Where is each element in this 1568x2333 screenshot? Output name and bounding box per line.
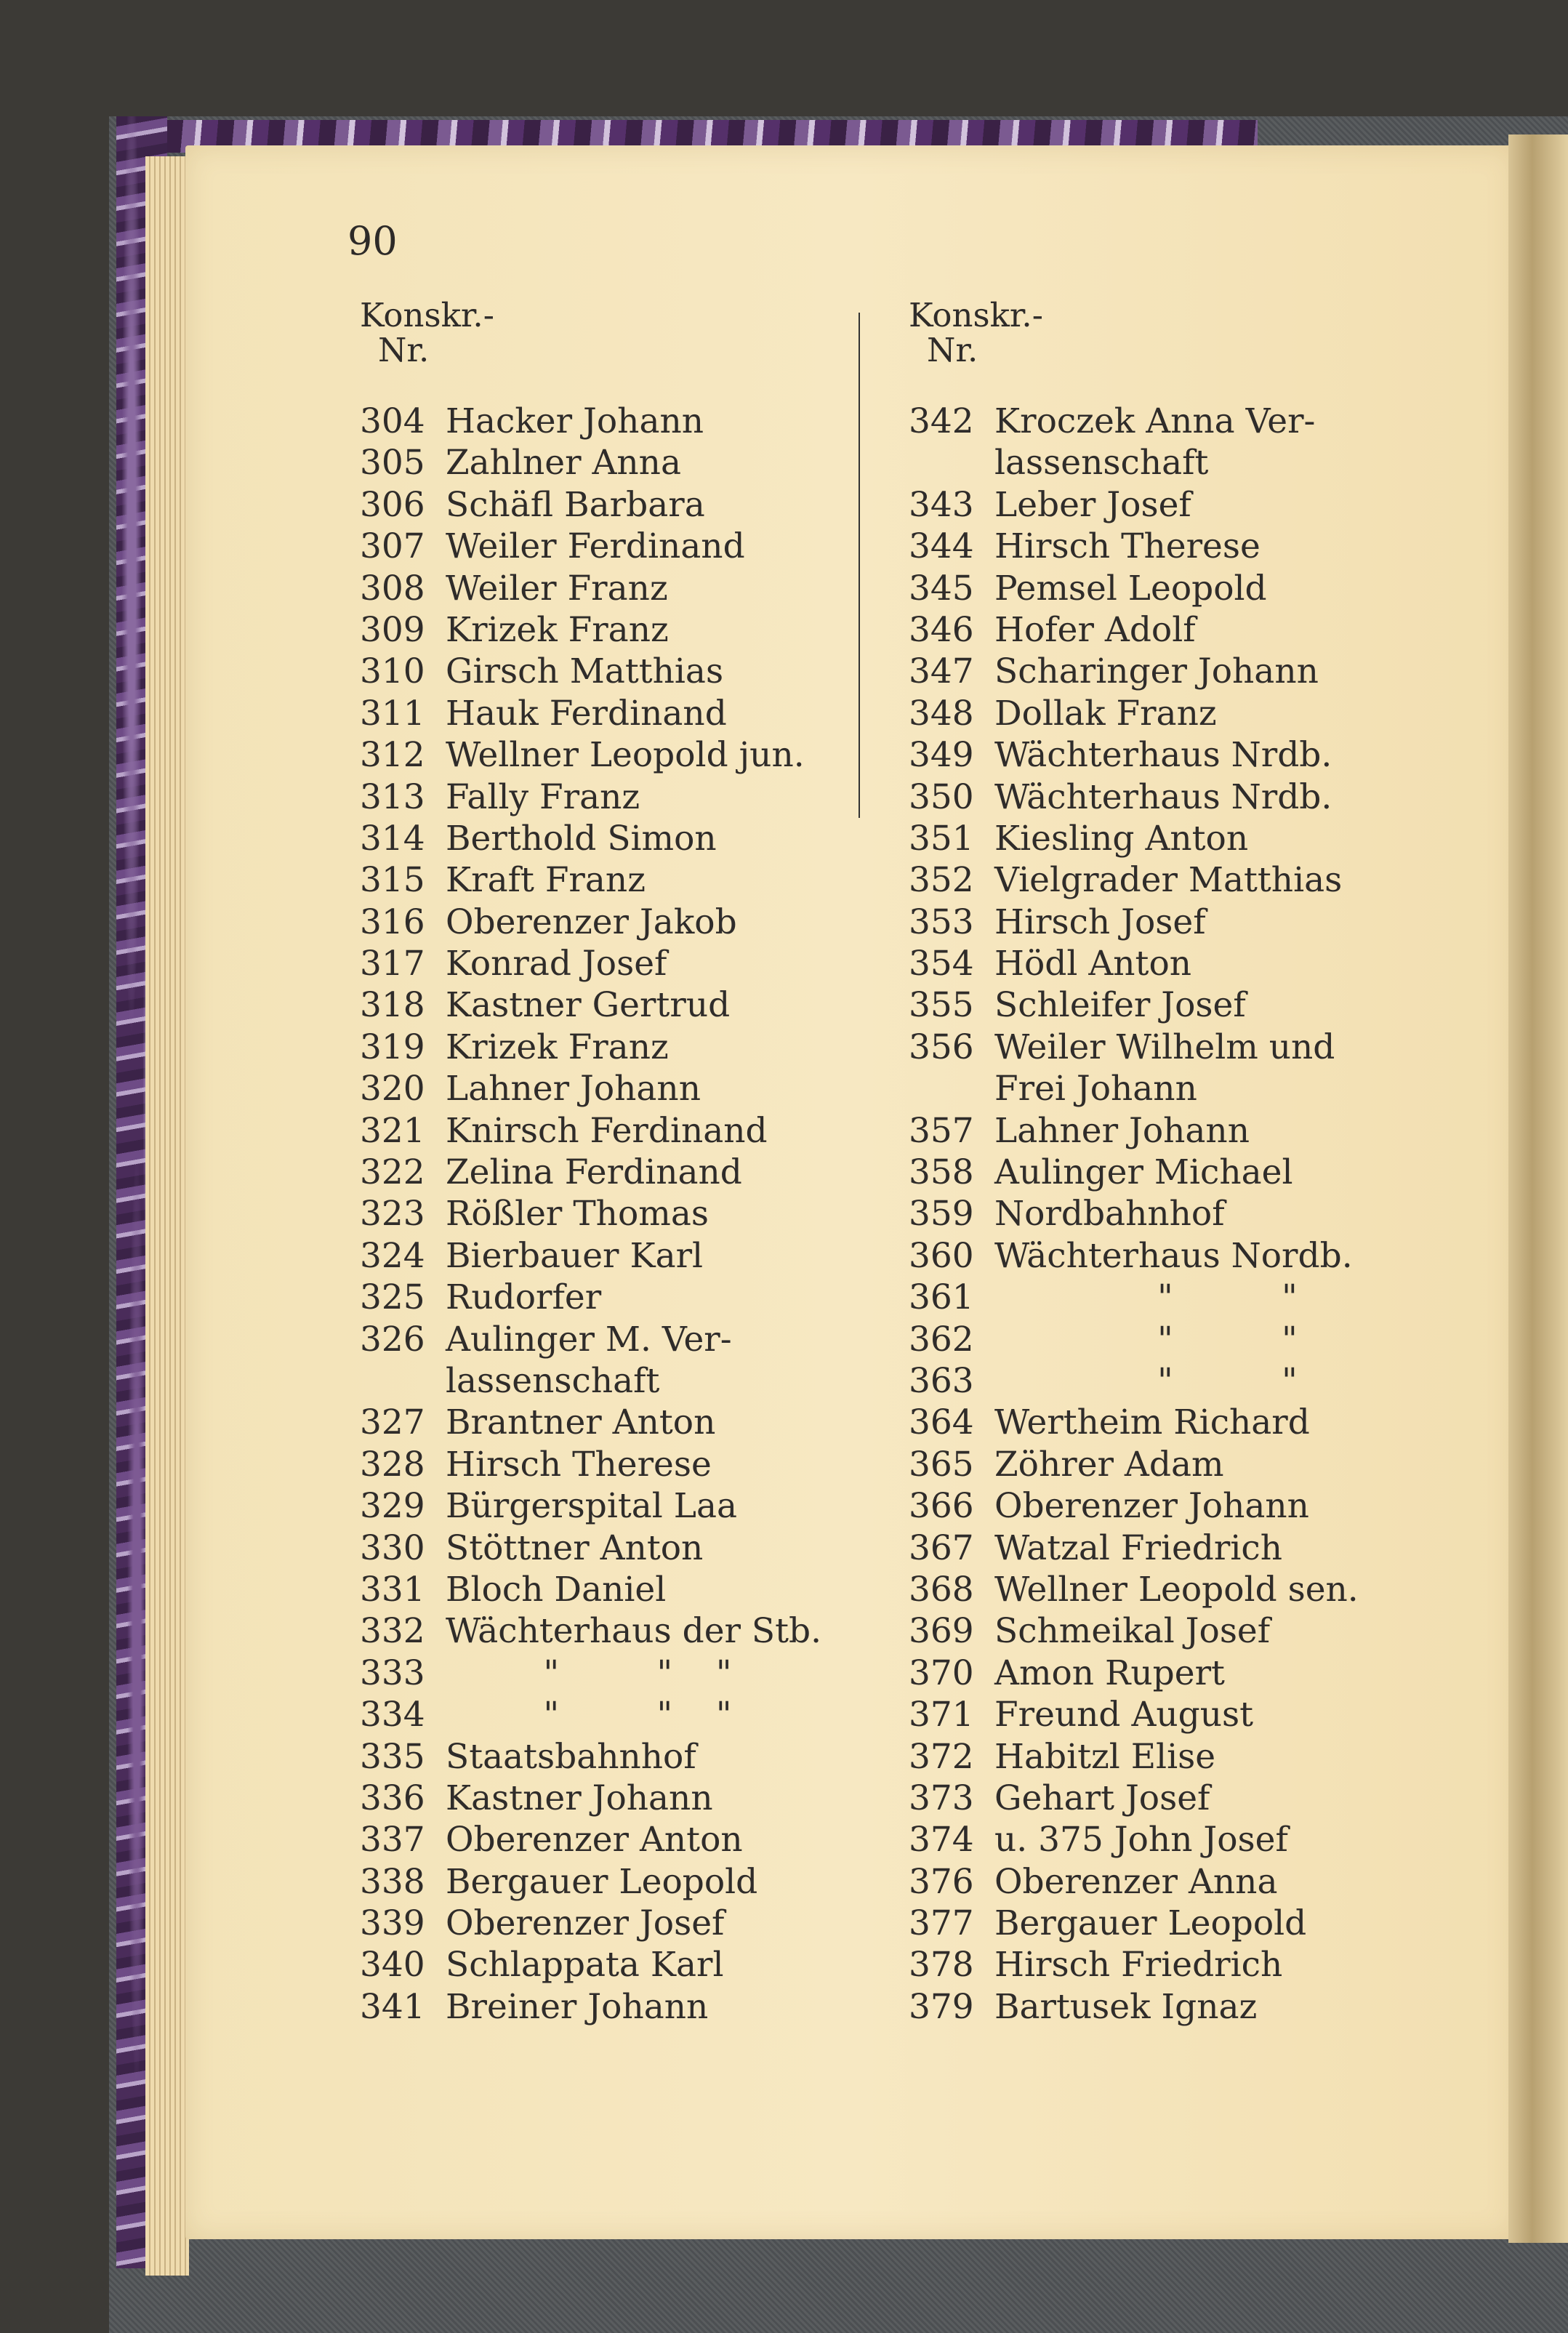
entry-name: Weiler Franz — [446, 568, 668, 609]
entry-name: Hödl Anton — [994, 944, 1192, 984]
entry-number: 367 — [909, 1527, 974, 1568]
list-item — [360, 1068, 821, 1109]
entry-name: Hofer Adolf — [994, 609, 1196, 650]
entry-number: 314 — [360, 818, 425, 859]
list-item — [909, 1277, 1359, 1318]
list-item — [909, 1068, 1359, 1109]
entry-number: 376 — [909, 1861, 974, 1902]
entry-number: 345 — [909, 568, 974, 609]
entry-name: lassenschaft — [994, 443, 1209, 483]
entry-number: 351 — [909, 818, 974, 859]
entry-name: Kiesling Anton — [994, 818, 1249, 859]
list-item — [909, 609, 1359, 651]
entry-number: 378 — [909, 1945, 974, 1985]
list-item — [360, 1027, 821, 1068]
entry-name: Hauk Ferdinand — [446, 693, 727, 734]
list-item — [360, 1819, 821, 1860]
entry-name: Bergauer Leopold — [446, 1861, 758, 1902]
entry-number: 341 — [360, 1986, 425, 2027]
entry-number: 357 — [909, 1110, 974, 1151]
entry-number: 352 — [909, 860, 974, 901]
entry-name: Staatsbahnhof — [446, 1736, 696, 1777]
entry-number: 329 — [360, 1486, 425, 1527]
entry-number: 373 — [909, 1778, 974, 1818]
list-item — [909, 984, 1359, 1026]
list-item — [909, 1694, 1359, 1735]
entry-name: Kastner Johann — [446, 1778, 713, 1818]
entry-name: Fally Franz — [446, 776, 640, 817]
list-item — [360, 1694, 821, 1735]
list-item — [360, 1193, 821, 1234]
list-item — [360, 484, 821, 526]
entry-number: 311 — [360, 693, 425, 734]
list-item — [360, 902, 821, 943]
entry-number: 337 — [360, 1820, 425, 1860]
entry-number: 316 — [360, 902, 425, 942]
entry-number: 372 — [909, 1736, 974, 1777]
entry-name: Wertheim Richard — [994, 1402, 1310, 1443]
entry-name: u. 375 John Josef — [994, 1820, 1288, 1860]
entry-number: 326 — [360, 1319, 425, 1360]
entry-name: Girsch Matthias — [446, 651, 724, 692]
entry-name: Wellner Leopold jun. — [446, 735, 805, 776]
entry-number: 313 — [360, 776, 425, 817]
list-item — [909, 484, 1359, 526]
entry-number: 368 — [909, 1569, 974, 1610]
list-item — [909, 1360, 1359, 1402]
list-item — [360, 1152, 821, 1193]
entry-name: Breiner Johann — [446, 1986, 709, 2027]
entry-number: 369 — [909, 1611, 974, 1652]
entry-number: 322 — [360, 1152, 425, 1193]
entry-name: Kraft Franz — [446, 860, 646, 901]
entry-number: 371 — [909, 1695, 974, 1735]
list-item — [360, 526, 821, 567]
entry-number: 334 — [360, 1695, 425, 1735]
entry-name: Dollak Franz — [994, 693, 1217, 734]
list-item — [909, 776, 1359, 818]
entry-name: Brantner Anton — [446, 1402, 716, 1443]
page-number: 90 — [347, 218, 398, 264]
list-item — [360, 1277, 821, 1318]
list-item — [360, 984, 821, 1026]
entry-number: 370 — [909, 1653, 974, 1693]
entry-name: Krizek Franz — [446, 609, 669, 650]
entry-name: Bierbauer Karl — [446, 1235, 704, 1276]
list-item — [909, 651, 1359, 692]
entry-name: Oberenzer Johann — [994, 1486, 1309, 1527]
entry-name: lassenschaft — [446, 1360, 660, 1401]
entry-name: Habitzl Elise — [994, 1736, 1216, 1777]
entry-number: 354 — [909, 944, 974, 984]
entry-number: 360 — [909, 1235, 974, 1276]
list-item — [909, 1319, 1359, 1360]
entry-number: 328 — [360, 1444, 425, 1485]
entry-name: Pemsel Leopold — [994, 568, 1267, 609]
entry-number: 321 — [360, 1110, 425, 1151]
column-divider — [859, 313, 860, 818]
entry-name: " " — [994, 1277, 1298, 1318]
entry-name: Knirsch Ferdinand — [446, 1110, 768, 1151]
entry-name: Wächterhaus der Stb. — [446, 1611, 822, 1652]
entry-name: Weiler Ferdinand — [446, 526, 745, 567]
entry-number: 366 — [909, 1486, 974, 1527]
entry-number: 342 — [909, 401, 974, 441]
entry-name: Bergauer Leopold — [994, 1903, 1307, 1944]
list-item — [909, 1610, 1359, 1652]
entry-name: Kastner Gertrud — [446, 985, 731, 1026]
list-item — [360, 734, 821, 776]
entry-number: 318 — [360, 985, 425, 1026]
entry-name: Aulinger Michael — [994, 1152, 1293, 1193]
entry-name: Oberenzer Anton — [446, 1820, 743, 1860]
column-header-konskr: Konskr.- — [909, 296, 1043, 334]
entry-name: Wellner Leopold sen. — [994, 1569, 1359, 1610]
entry-name: Nordbahnhof — [994, 1194, 1225, 1234]
entry-number: 374 — [909, 1820, 974, 1860]
entry-name: Lahner Johann — [446, 1069, 701, 1109]
list-item — [360, 1610, 821, 1652]
list-item — [909, 1569, 1359, 1610]
entry-number: 310 — [360, 651, 425, 692]
entry-name: Schleifer Josef — [994, 985, 1246, 1026]
list-item — [360, 568, 821, 609]
list-item — [909, 1986, 1359, 2028]
entry-number: 332 — [360, 1611, 425, 1652]
list-item — [360, 1986, 821, 2028]
list-item — [360, 1569, 821, 1610]
entry-name: Leber Josef — [994, 484, 1191, 525]
list-item — [909, 1903, 1359, 1944]
entry-name: Schlappata Karl — [446, 1945, 724, 1985]
list-item — [909, 902, 1359, 943]
list-item — [360, 1861, 821, 1903]
entry-number: 348 — [909, 693, 974, 734]
entry-name: " " " — [446, 1695, 732, 1735]
list-item — [909, 1819, 1359, 1860]
entry-name: Vielgrader Matthias — [994, 860, 1343, 901]
entry-name: " " — [994, 1360, 1298, 1401]
entry-number: 305 — [360, 443, 425, 483]
entry-name: Weiler Wilhelm und — [994, 1027, 1335, 1067]
list-item — [909, 568, 1359, 609]
entry-number: 346 — [909, 609, 974, 650]
list-item — [909, 859, 1359, 901]
list-item — [360, 693, 821, 734]
entry-name: Kroczek Anna Ver- — [994, 401, 1316, 441]
entry-number: 336 — [360, 1778, 425, 1818]
column-header-konskr: Konskr.- — [360, 296, 494, 334]
entry-name: Hirsch Therese — [994, 526, 1261, 567]
list-item — [360, 1527, 821, 1569]
list-item — [360, 776, 821, 818]
entry-name: Rudorfer — [446, 1277, 602, 1318]
entry-number: 317 — [360, 944, 425, 984]
list-item — [909, 1527, 1359, 1569]
entry-number: 358 — [909, 1152, 974, 1193]
left-column — [360, 298, 821, 2028]
entry-number: 327 — [360, 1402, 425, 1443]
entry-number — [909, 1068, 994, 1109]
entry-number: 364 — [909, 1402, 974, 1443]
entry-number: 350 — [909, 776, 974, 817]
entry-number: 307 — [360, 526, 425, 567]
entry-name: " " " — [446, 1653, 732, 1693]
list-item — [909, 1402, 1359, 1443]
entry-name: Hacker Johann — [446, 401, 704, 441]
entry-number: 331 — [360, 1569, 425, 1610]
entry-number — [909, 442, 994, 483]
entry-number: 355 — [909, 985, 974, 1026]
entry-number: 325 — [360, 1277, 425, 1318]
entry-name: Wächterhaus Nrdb. — [994, 776, 1332, 817]
book-gutter — [1508, 134, 1568, 2243]
list-item — [360, 859, 821, 901]
entry-number: 379 — [909, 1986, 974, 2027]
entry-name: Oberenzer Anna — [994, 1861, 1278, 1902]
list-item — [360, 1653, 821, 1694]
entry-name: Krizek Franz — [446, 1027, 669, 1067]
entry-name: Konrad Josef — [446, 944, 667, 984]
entry-number — [360, 1360, 446, 1402]
list-item — [909, 1444, 1359, 1485]
entry-name: Zahlner Anna — [446, 443, 681, 483]
list-item — [909, 818, 1359, 859]
entry-number: 335 — [360, 1736, 425, 1777]
entry-name: Wächterhaus Nrdb. — [994, 735, 1332, 776]
right-entry-list — [909, 401, 1359, 2028]
list-item — [909, 1736, 1359, 1778]
list-item — [909, 1778, 1359, 1819]
entry-number: 320 — [360, 1069, 425, 1109]
list-item — [360, 943, 821, 984]
list-item — [360, 1944, 821, 1985]
entry-number: 338 — [360, 1861, 425, 1902]
entry-number: 309 — [360, 609, 425, 650]
entry-name: Freund August — [994, 1695, 1254, 1735]
list-item — [909, 1235, 1359, 1277]
entry-name: Watzal Friedrich — [994, 1527, 1282, 1568]
entry-number: 356 — [909, 1027, 974, 1067]
entry-name: Hirsch Friedrich — [994, 1945, 1283, 1985]
list-item — [360, 401, 821, 442]
entry-name: Hirsch Josef — [994, 902, 1206, 942]
entry-name: Bartusek Ignaz — [994, 1986, 1258, 2027]
entry-name: Oberenzer Josef — [446, 1903, 725, 1944]
entry-number: 330 — [360, 1527, 425, 1568]
entry-number: 343 — [909, 484, 974, 525]
entry-name: Bürgerspital Laa — [446, 1486, 738, 1527]
list-item — [909, 1152, 1359, 1193]
list-item — [360, 1444, 821, 1485]
entry-number: 323 — [360, 1194, 425, 1234]
list-item — [360, 1903, 821, 1944]
entry-number: 344 — [909, 526, 974, 567]
left-entry-list — [360, 401, 821, 2028]
list-item — [360, 1360, 821, 1402]
entry-number: 347 — [909, 651, 974, 692]
entry-number: 362 — [909, 1319, 974, 1360]
entry-name: Amon Rupert — [994, 1653, 1225, 1693]
entry-name: Oberenzer Jakob — [446, 902, 737, 942]
entry-name: Lahner Johann — [994, 1110, 1250, 1151]
list-item — [909, 734, 1359, 776]
entry-number: 363 — [909, 1360, 974, 1401]
entry-number: 365 — [909, 1444, 974, 1485]
entry-number: 377 — [909, 1903, 974, 1944]
entry-number: 306 — [360, 484, 425, 525]
column-header-nr: Nr. — [927, 331, 978, 369]
list-item — [360, 609, 821, 651]
entry-number: 324 — [360, 1235, 425, 1276]
list-item — [909, 401, 1359, 442]
list-item — [909, 1653, 1359, 1694]
list-item — [360, 1319, 821, 1360]
list-item — [360, 1778, 821, 1819]
entry-name: Schmeikal Josef — [994, 1611, 1271, 1652]
entry-number: 312 — [360, 735, 425, 776]
entry-name: Wächterhaus Nordb. — [994, 1235, 1353, 1276]
list-item — [909, 1027, 1359, 1068]
entry-name: " " — [994, 1319, 1298, 1360]
list-item — [909, 1193, 1359, 1234]
list-item — [360, 1485, 821, 1527]
list-item — [909, 693, 1359, 734]
entry-name: Zelina Ferdinand — [446, 1152, 742, 1193]
list-item — [360, 1402, 821, 1443]
entry-name: Rößler Thomas — [446, 1194, 709, 1234]
entry-name: Bloch Daniel — [446, 1569, 667, 1610]
entry-name: Scharinger Johann — [994, 651, 1319, 692]
list-item — [360, 1110, 821, 1152]
list-item — [360, 651, 821, 692]
entry-name: Frei Johann — [994, 1069, 1197, 1109]
entry-name: Zöhrer Adam — [994, 1444, 1224, 1485]
list-item — [360, 1736, 821, 1778]
column-header-nr: Nr. — [378, 331, 430, 369]
page-edges — [145, 156, 189, 2276]
entry-number: 359 — [909, 1194, 974, 1234]
list-item — [360, 1235, 821, 1277]
list-item — [909, 1944, 1359, 1985]
entry-name: Gehart Josef — [994, 1778, 1210, 1818]
list-item — [909, 442, 1359, 483]
entry-number: 315 — [360, 860, 425, 901]
entry-number: 304 — [360, 401, 425, 441]
list-item — [360, 442, 821, 483]
entry-number: 333 — [360, 1653, 425, 1693]
list-item — [360, 818, 821, 859]
list-item — [909, 1485, 1359, 1527]
entry-name: Schäfl Barbara — [446, 484, 705, 525]
entry-name: Hirsch Therese — [446, 1444, 712, 1485]
entry-name: Stöttner Anton — [446, 1527, 704, 1568]
right-column — [909, 298, 1359, 2028]
list-item — [909, 1110, 1359, 1152]
entry-number: 339 — [360, 1903, 425, 1944]
entry-number: 349 — [909, 735, 974, 776]
list-item — [909, 526, 1359, 567]
entry-name: Aulinger M. Ver- — [446, 1319, 732, 1360]
list-item — [909, 1861, 1359, 1903]
list-item — [909, 943, 1359, 984]
entry-number: 340 — [360, 1945, 425, 1985]
entry-number: 319 — [360, 1027, 425, 1067]
entry-number: 308 — [360, 568, 425, 609]
entry-name: Berthold Simon — [446, 818, 717, 859]
entry-number: 353 — [909, 902, 974, 942]
entry-number: 361 — [909, 1277, 974, 1318]
